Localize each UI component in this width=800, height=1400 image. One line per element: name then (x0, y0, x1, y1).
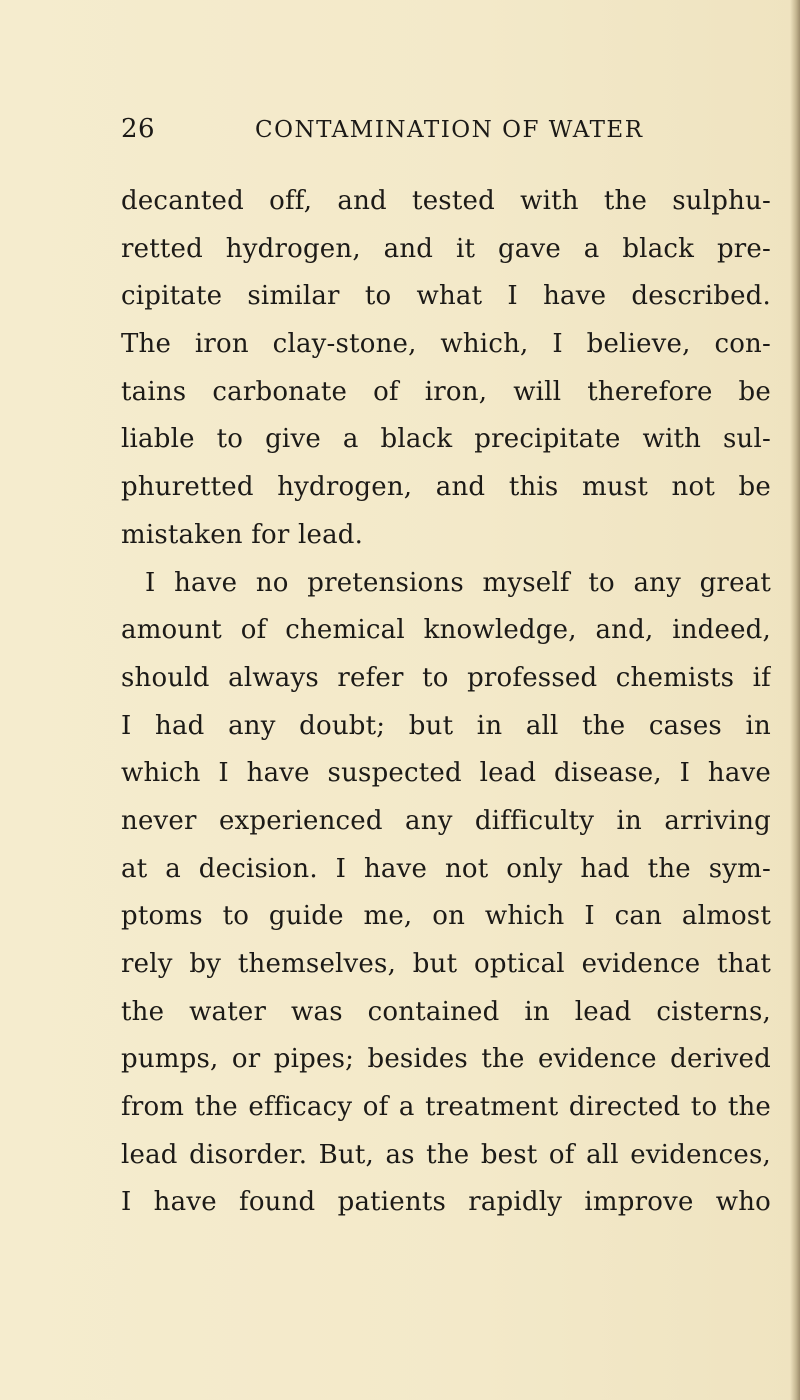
text-line: ptoms to guide me, on which I can almost (121, 901, 771, 932)
text-line: The iron clay-stone, which, I believe, con- (121, 329, 771, 360)
text-line: liable to give a black precipitate with sul- (121, 424, 771, 455)
text-line: pumps, or pipes; besides the evidence derived (121, 1044, 771, 1075)
text-line: mistaken for lead. (121, 519, 364, 550)
text-line: amount of chemical knowledge, and, indeed, (121, 615, 771, 646)
text-line: which I have suspected lead disease, I have (121, 758, 771, 789)
text-line: at a decision. I have not only had the sym- (121, 853, 771, 884)
body-text (121, 178, 771, 1227)
page-number: 26 (121, 114, 156, 144)
running-head (121, 114, 761, 144)
running-title: CONTAMINATION OF WATER (255, 117, 644, 143)
text-line: should always refer to professed chemists if (121, 662, 771, 693)
text-line: rely by themselves, but optical evidence that (121, 949, 771, 979)
text-line: I have found patients rapidly improve who (121, 1187, 771, 1218)
text-line: from the efficacy of a treatment directed to the (121, 1092, 771, 1123)
text-line: the water was contained in lead cisterns, (121, 996, 771, 1027)
text-line: lead disorder. But, as the best of all evidences, (121, 1139, 771, 1170)
text-line: decanted off, and tested with the sulphu- (121, 186, 771, 216)
text-line: cipitate similar to what I have described. (121, 281, 771, 312)
text-line: I had any doubt; but in all the cases in (121, 710, 771, 741)
text-line: never experienced any difficulty in arriving (121, 805, 771, 836)
text-line: retted hydrogen, and it gave a black pre- (121, 233, 771, 264)
text-line: phuretted hydrogen, and this must not be (121, 472, 771, 503)
text-line: I have no pretensions myself to any great (145, 567, 771, 598)
text-line: tains carbonate of iron, will therefore be (121, 376, 771, 407)
page-edge-shadow (790, 0, 800, 1400)
